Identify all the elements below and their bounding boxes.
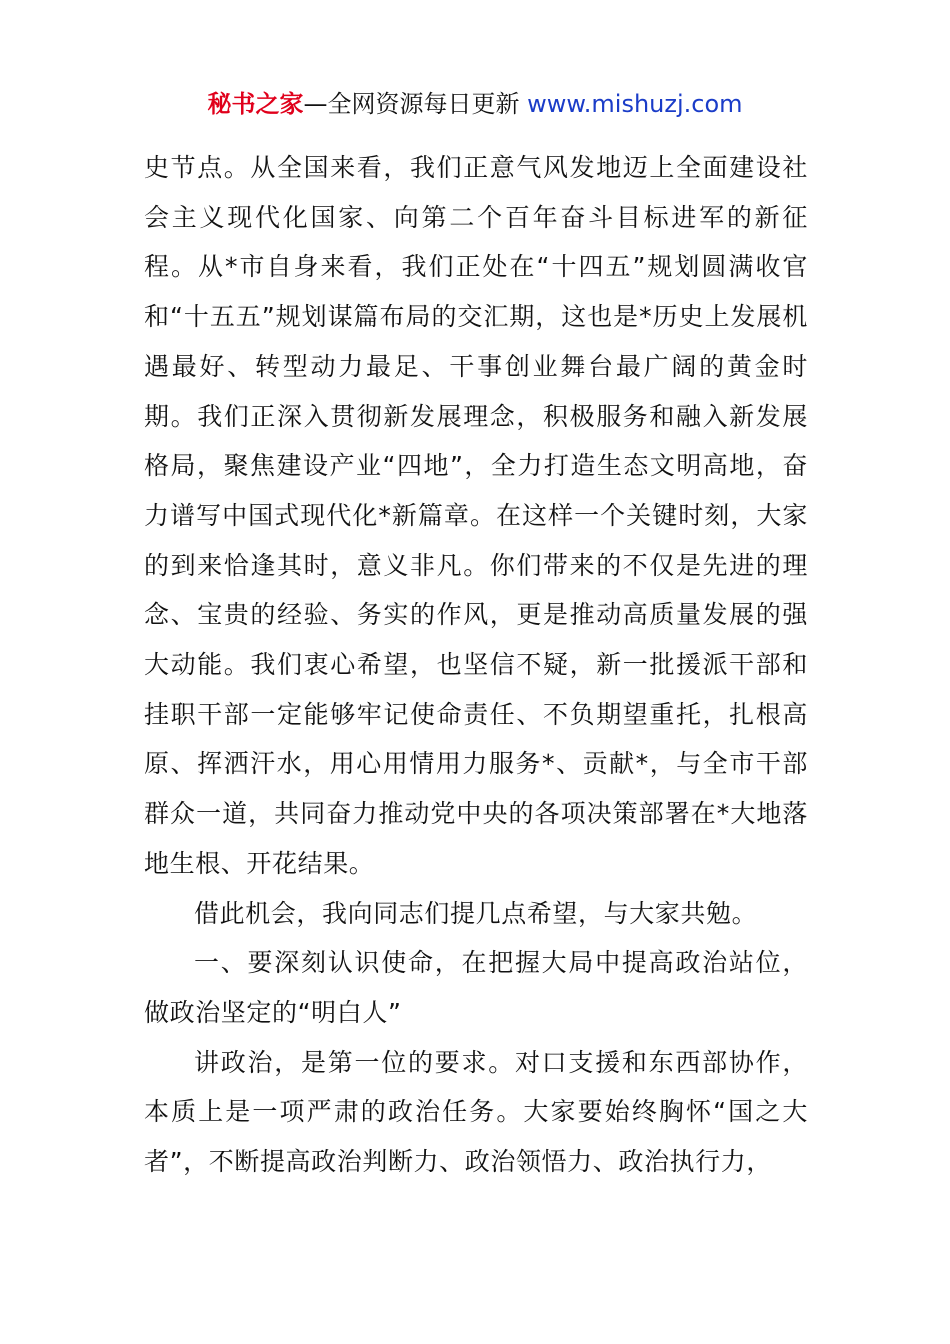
- body-paragraph-continued: 史节点。从全国来看，我们正意气风发地迈上全面建设社会主义现代化国家、向第二个百年奋斗目标进军的新征程。从*市自身来看，我们正处在“十四五”规划圆满收官和“十五五”规划谋篇布局的交汇期，这也是*历史上发展机遇最好、转型动力最足、干事创业舞台最广阔的黄金时期。我们正深入贯彻新发展理念，积极服务和融入新发展格局，聚焦建设产业“四地”，全力打造生态文明高地，奋力谱写中国式现代化*新篇章。在这样一个关键时刻，大家的到来恰逢其时，意义非凡。你们带来的不仅是先进的理念、宝贵的经验、务实的作风，更是推动高质量发展的强大动能。我们衷心希望，也坚信不疑，新一批援派干部和挂职干部一定能够牢记使命责任、不负期望重托，扎根高原、挥洒汗水，用心用情用力服务*、贡献*，与全市干部群众一道，共同奋力推动党中央的各项决策部署在*大地落地生根、开花结果。: [144, 153, 808, 878]
- site-tagline: —全网资源每日更新: [303, 90, 528, 118]
- section-heading-1: 一、要深刻认识使命，在把握大局中提高政治站位，做政治坚定的“明白人”: [144, 948, 808, 1027]
- body-paragraph-intro: 借此机会，我向同志们提几点希望，与大家共勉。: [194, 898, 758, 928]
- document-body: [144, 143, 808, 1187]
- site-url-link[interactable]: www.mishuzj.com: [527, 90, 743, 118]
- site-header: [0, 86, 950, 122]
- body-paragraph-section-1: 讲政治，是第一位的要求。对口支援和东西部协作，本质上是一项严肃的政治任务。大家要始终胸怀“国之大者”，不断提高政治判断力、政治领悟力、政治执行力，: [144, 1047, 808, 1177]
- site-brand: 秘书之家: [207, 90, 304, 118]
